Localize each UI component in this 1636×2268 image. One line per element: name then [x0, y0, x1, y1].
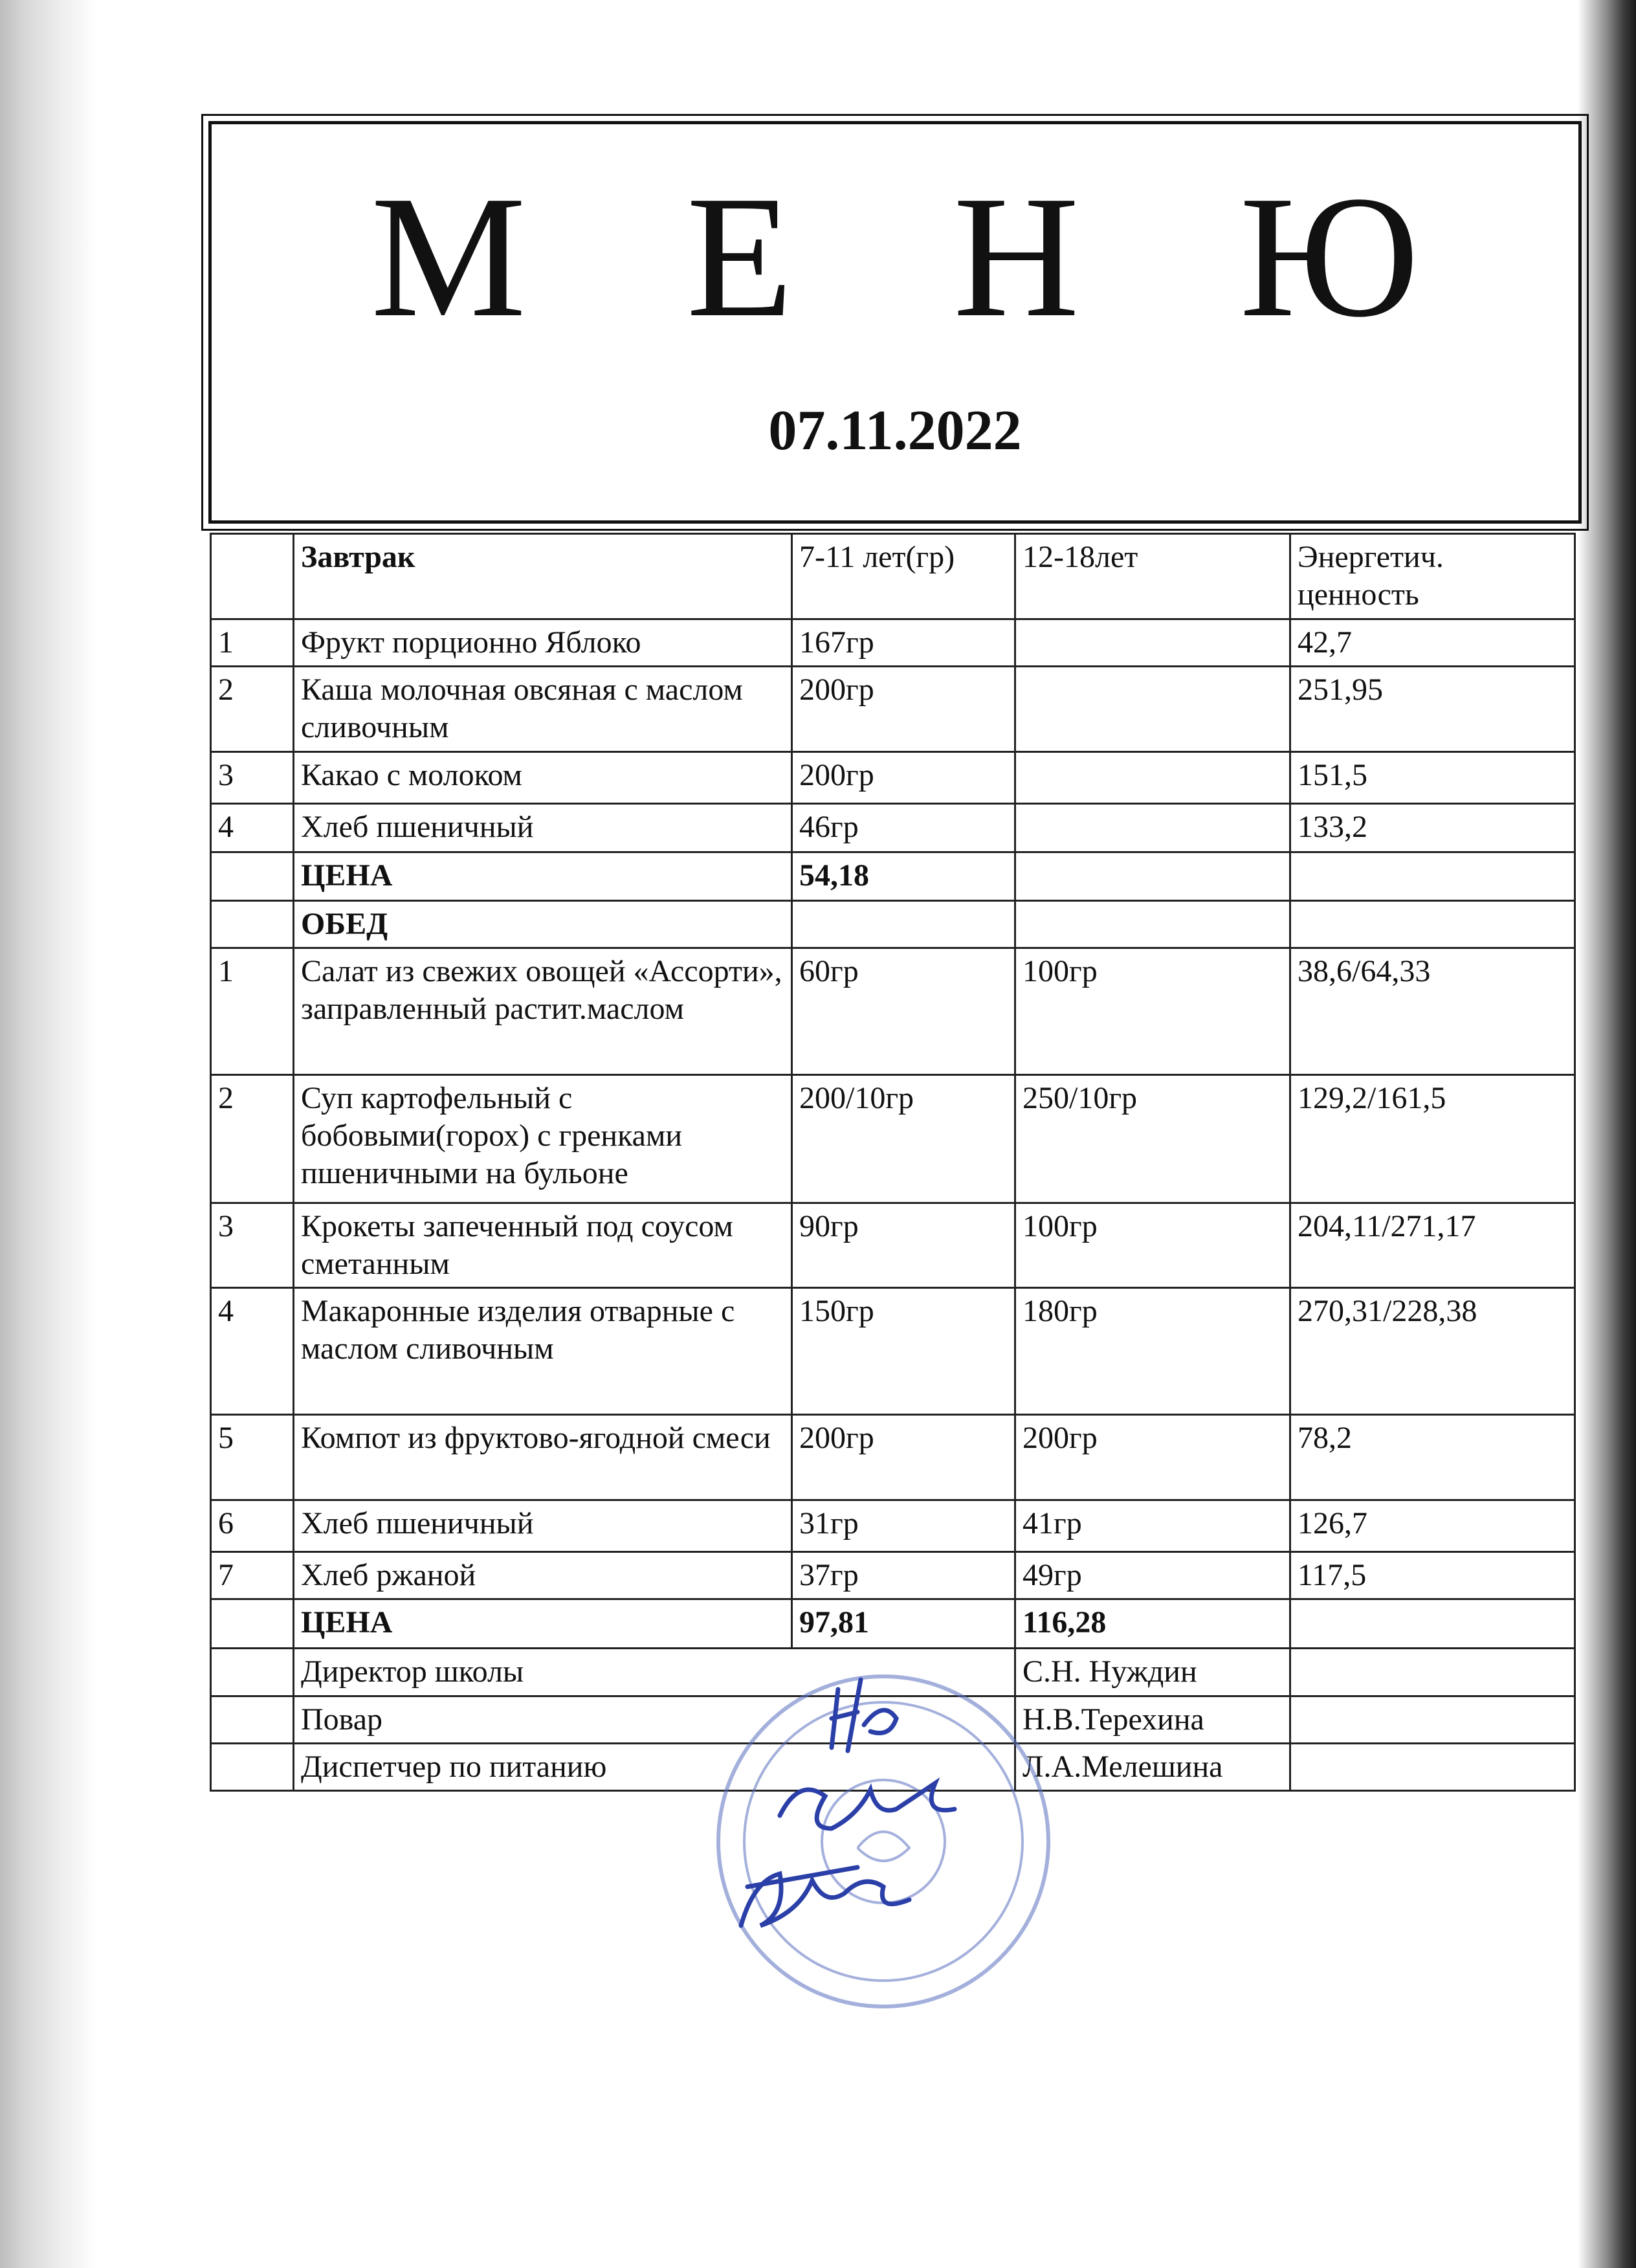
header-age1-cell: 7-11 лет(гр) — [792, 534, 1015, 619]
row-portion-a: 31гр — [792, 1500, 1015, 1552]
row-num: 5 — [211, 1415, 294, 1500]
price-value-b: 116,28 — [1015, 1599, 1290, 1649]
lunch-price-row — [211, 1599, 1575, 1649]
row-num — [211, 1744, 294, 1791]
breakfast-price-row — [211, 852, 1575, 901]
empty-cell — [792, 901, 1015, 948]
scan-edge-right — [1578, 0, 1636, 2268]
price-value-b — [1015, 852, 1290, 901]
row-energy: 251,95 — [1290, 667, 1575, 752]
row-dish: Хлеб ржаной — [294, 1552, 792, 1599]
row-portion-b: 41гр — [1015, 1500, 1290, 1552]
row-portion-a: 200гр — [792, 667, 1015, 752]
price-energy — [1290, 1599, 1575, 1649]
row-num: 1 — [211, 948, 294, 1075]
row-portion-a: 167гр — [792, 619, 1015, 667]
table-row — [211, 752, 1575, 804]
price-label: ЦЕНА — [294, 852, 792, 901]
row-portion-b: 100гр — [1015, 948, 1290, 1075]
table-row — [211, 1415, 1575, 1500]
row-portion-b — [1015, 804, 1290, 852]
row-dish: Салат из свежих овощей «Ассорти», заправленный растит.маслом — [294, 948, 792, 1075]
row-num: 3 — [211, 1203, 294, 1288]
empty-cell — [1290, 1696, 1575, 1744]
table-row — [211, 1075, 1575, 1203]
table-row — [211, 1500, 1575, 1552]
row-num — [211, 901, 294, 948]
row-energy: 42,7 — [1290, 619, 1575, 667]
menu-date: 07.11.2022 — [768, 399, 1022, 462]
row-energy: 78,2 — [1290, 1415, 1575, 1500]
table-row — [211, 1203, 1575, 1288]
row-num — [211, 1599, 294, 1649]
empty-cell — [1290, 1649, 1575, 1696]
price-value-a: 97,81 — [792, 1599, 1015, 1649]
signature-row — [211, 1744, 1575, 1791]
empty-cell — [1015, 901, 1290, 948]
table-row — [211, 1552, 1575, 1599]
row-dish: Крокеты запеченный под соусом сметанным — [294, 1203, 792, 1288]
row-dish: Хлеб пшеничный — [294, 1500, 792, 1552]
lunch-label: ОБЕД — [294, 901, 792, 948]
row-dish: Какао с молоком — [294, 752, 792, 804]
signature-role: Директор школы — [294, 1649, 1015, 1696]
header-num-cell — [211, 534, 294, 619]
table-row — [211, 1288, 1575, 1415]
row-num: 6 — [211, 1500, 294, 1552]
row-energy: 270,31/228,38 — [1290, 1288, 1575, 1415]
row-num: 7 — [211, 1552, 294, 1599]
empty-cell — [1290, 901, 1575, 948]
table-row — [211, 667, 1575, 752]
row-portion-b — [1015, 619, 1290, 667]
row-portion-a: 90гр — [792, 1203, 1015, 1288]
row-dish: Суп картофельный с бобовыми(горох) с гренками пшеничными на бульоне — [294, 1075, 792, 1203]
table-header-row — [211, 534, 1575, 619]
scan-edge-left — [0, 0, 97, 2268]
row-energy: 38,6/64,33 — [1290, 948, 1575, 1075]
row-dish: Хлеб пшеничный — [294, 804, 792, 852]
header-meal-cell: Завтрак — [294, 534, 792, 619]
row-portion-b: 180гр — [1015, 1288, 1290, 1415]
row-portion-a: 150гр — [792, 1288, 1015, 1415]
row-energy: 151,5 — [1290, 752, 1575, 804]
row-num: 4 — [211, 1288, 294, 1415]
row-portion-b — [1015, 667, 1290, 752]
row-num: 3 — [211, 752, 294, 804]
row-num — [211, 852, 294, 901]
row-portion-b: 200гр — [1015, 1415, 1290, 1500]
table-row — [211, 804, 1575, 852]
row-portion-b: 49гр — [1015, 1552, 1290, 1599]
row-dish: Макаронные изделия отварные с маслом сливочным — [294, 1288, 792, 1415]
title-box — [208, 121, 1582, 524]
signature-person: С.Н. Нуждин — [1015, 1649, 1290, 1696]
row-num: 2 — [211, 667, 294, 752]
row-energy: 204,11/271,17 — [1290, 1203, 1575, 1288]
table-row — [211, 948, 1575, 1075]
menu-table — [210, 533, 1576, 1792]
signature-role: Диспетчер по питанию — [294, 1744, 1015, 1791]
row-energy: 126,7 — [1290, 1500, 1575, 1552]
signature-row — [211, 1649, 1575, 1696]
row-num: 2 — [211, 1075, 294, 1203]
price-label: ЦЕНА — [294, 1599, 792, 1649]
header-age2-cell: 12-18лет — [1015, 534, 1290, 619]
row-portion-a: 37гр — [792, 1552, 1015, 1599]
row-portion-a: 60гр — [792, 948, 1015, 1075]
row-portion-b — [1015, 752, 1290, 804]
row-portion-a: 200гр — [792, 1415, 1015, 1500]
row-num: 1 — [211, 619, 294, 667]
row-portion-a: 46гр — [792, 804, 1015, 852]
signature-person: Л.А.Мелешина — [1015, 1744, 1290, 1791]
signature-row — [211, 1696, 1575, 1744]
table-row — [211, 619, 1575, 667]
lunch-section-row — [211, 901, 1575, 948]
price-value-a: 54,18 — [792, 852, 1015, 901]
row-energy: 117,5 — [1290, 1552, 1575, 1599]
row-num: 4 — [211, 804, 294, 852]
row-num — [211, 1649, 294, 1696]
row-portion-b: 250/10гр — [1015, 1075, 1290, 1203]
empty-cell — [1290, 1744, 1575, 1791]
header-energy-cell: Энергетич. ценность — [1290, 534, 1575, 619]
row-energy: 129,2/161,5 — [1290, 1075, 1575, 1203]
row-dish: Каша молочная овсяная с маслом сливочным — [294, 667, 792, 752]
page-title: М Е Н Ю — [371, 160, 1477, 353]
row-portion-a: 200гр — [792, 752, 1015, 804]
row-num — [211, 1696, 294, 1744]
row-dish: Компот из фруктово-ягодной смеси — [294, 1415, 792, 1500]
signature-person: Н.В.Терехина — [1015, 1696, 1290, 1744]
signature-role: Повар — [294, 1696, 1015, 1744]
row-portion-a: 200/10гр — [792, 1075, 1015, 1203]
price-energy — [1290, 852, 1575, 901]
row-dish: Фрукт порционно Яблоко — [294, 619, 792, 667]
row-portion-b: 100гр — [1015, 1203, 1290, 1288]
row-energy: 133,2 — [1290, 804, 1575, 852]
